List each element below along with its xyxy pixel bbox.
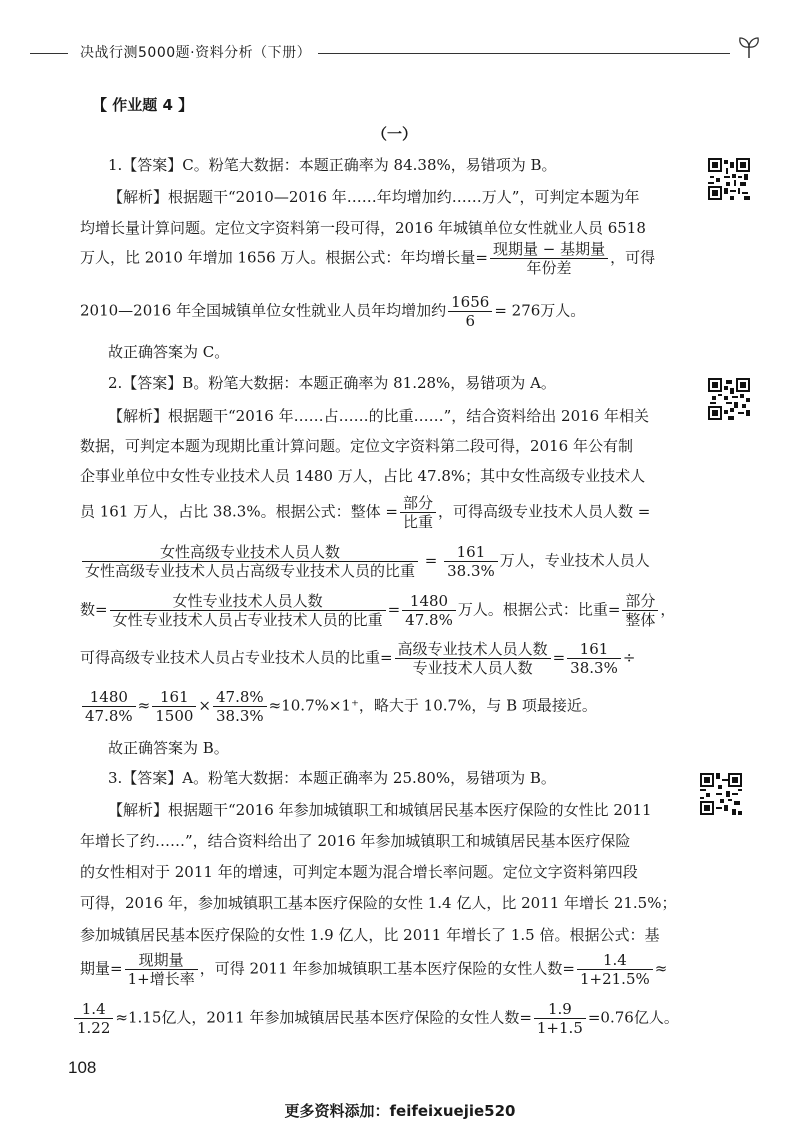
fraction <box>534 1000 586 1037</box>
fraction <box>395 640 551 677</box>
text: =0.76亿人。 <box>587 1008 679 1027</box>
numerator: 现期量 − 基期量 <box>490 240 608 259</box>
denominator: 1+增长率 <box>127 970 195 988</box>
fraction <box>152 688 196 725</box>
denominator: 38.3% <box>447 562 495 580</box>
text: ，可得 <box>610 248 656 267</box>
text: 期量= <box>80 959 123 978</box>
q2-formula-line: $\frac{\text{女性高级专业技术人员人数}}{\text{女性高级专业技术人员占高级专业技术人员的比重}}$ = $\frac{161}{38.3\%}$ 万人，专业技术人员人 <box>80 543 650 580</box>
sprout-icon <box>736 34 762 60</box>
numerator: 部分 <box>400 494 436 513</box>
q2-conclusion: 故正确答案为 B。 <box>108 739 229 757</box>
q2-analysis-line: 企事业单位中女性专业技术人员 1480 万人，占比 47.8%；其中女性高级专业技术人 <box>80 467 646 485</box>
qr-code-icon[interactable] <box>708 378 750 420</box>
denominator: 专业技术人员人数 <box>412 659 533 677</box>
denominator: 1+21.5% <box>579 970 650 988</box>
q3-analysis-line: 【解析】根据题干“2016 年参加城镇职工和城镇居民基本医疗保险的女性比 2011 <box>108 801 652 819</box>
q3-analysis-line: 年增长了约……”，结合资料给出了 2016 年参加城镇职工和城镇居民基本医疗保险 <box>80 832 631 850</box>
text: 可得高级专业技术人员占专业技术人员的比重= <box>80 648 393 667</box>
numerator: 1480 <box>402 592 456 611</box>
fraction <box>82 543 418 580</box>
numerator: 现期量 <box>125 951 198 970</box>
running-header <box>0 40 800 70</box>
q3-analysis-line: 参加城镇居民基本医疗保险的女性 1.9 亿人，比 2011 年增长了 1.5 倍。根据公式：基 <box>80 926 660 944</box>
header-rule-right <box>318 53 730 54</box>
denominator: 年份差 <box>526 259 572 277</box>
q1-analysis-line: 均增长量计算问题。定位文字资料第一段可得，2016 年城镇单位女性就业人员 6518 <box>80 219 646 237</box>
fraction <box>402 592 456 629</box>
page-number: 108 <box>68 1058 97 1077</box>
q2-analysis-line: 【解析】根据题干“2016 年……占……的比重……”，结合资料给出 2016 年相关 <box>108 407 649 425</box>
text: 员 161 万人，占比 38.3%。根据公式：整体 = <box>80 502 398 521</box>
text: 数= <box>80 600 108 619</box>
text: ≈1.15亿人，2011 年参加城镇居民基本医疗保险的女性人数= <box>115 1008 532 1027</box>
numerator: 1.4 <box>577 951 653 970</box>
denominator: 1.22 <box>77 1019 111 1037</box>
denominator: 38.3% <box>216 707 264 725</box>
q2-answer: 2.【答案】B。粉笔大数据：本题正确率为 81.28%，易错项为 A。 <box>108 374 556 392</box>
fraction <box>74 1000 113 1037</box>
numerator: 1.9 <box>534 1000 586 1019</box>
q2-formula-line: 数= $\frac{\text{女性专业技术人员人数}}{\text{女性专业技术人员占专业技术人员的比重}}$ = $\frac{1480}{47.8\%}$ 万人。根据公式：比重= $\frac{\text{部分}}{\text{整体}}$ ， <box>80 592 676 629</box>
fraction <box>448 293 492 330</box>
numerator: 女性高级专业技术人员人数 <box>82 543 418 562</box>
numerator: 161 <box>567 640 621 659</box>
numerator: 161 <box>152 688 196 707</box>
denominator: 1+1.5 <box>536 1019 583 1037</box>
fraction <box>400 494 436 531</box>
section-label: 【 作业题 4 】 <box>92 96 194 114</box>
q3-answer: 3.【答案】A。粉笔大数据：本题正确率为 25.80%，易错项为 B。 <box>108 769 556 787</box>
fraction <box>490 240 608 277</box>
text: 万人。根据公式：比重= <box>457 600 621 619</box>
q2-formula-line <box>80 494 650 531</box>
q1-analysis-line: 【解析】根据题干“2010—2016 年……年均增加约……万人”，可判定本题为年 <box>108 188 640 206</box>
numerator: 47.8% <box>213 688 267 707</box>
footer-note: 更多资料添加：feifeixuejie520 <box>284 1102 516 1120</box>
fraction <box>82 688 136 725</box>
denominator: 38.3% <box>570 659 618 677</box>
denominator: 6 <box>465 312 475 330</box>
fraction <box>110 592 386 629</box>
numerator: 高级专业技术人员人数 <box>395 640 551 659</box>
text: ，可得高级专业技术人员人数 = <box>437 502 651 521</box>
q1-result-line <box>80 293 585 330</box>
fraction <box>567 640 621 677</box>
qr-code-icon[interactable] <box>700 773 742 815</box>
denominator: 47.8% <box>85 707 133 725</box>
section-number: （一） <box>372 125 418 143</box>
q3-formula-line <box>72 1000 679 1037</box>
q2-analysis-line: 数据，可判定本题为现期比重计算问题。定位文字资料第二段可得，2016 年公有制 <box>80 437 633 455</box>
qr-code-icon[interactable] <box>708 158 750 200</box>
q2-formula-line: $\frac{1480}{47.8\%}$ ≈ $\frac{161}{1500}$ × $\frac{47.8\%}{38.3\%}$ ≈10.7%×1⁺，略大于 10.7%，与 B 项最接近。 <box>80 688 597 725</box>
numerator: 部分 <box>622 592 658 611</box>
numerator: 161 <box>444 543 498 562</box>
denominator: 比重 <box>402 513 433 531</box>
denominator: 47.8% <box>405 611 453 629</box>
text: 2010—2016 年全国城镇单位女性就业人员年均增加约 <box>80 301 447 320</box>
fraction <box>577 951 653 988</box>
q3-analysis-line: 的女性相对于 2011 年的增速，可判定本题为混合增长率问题。定位文字资料第四段 <box>80 863 638 881</box>
text: = 276万人。 <box>494 301 586 320</box>
fraction <box>622 592 658 629</box>
fraction <box>125 951 198 988</box>
q1-formula-line <box>80 240 655 277</box>
q1-answer: 1.【答案】C。粉笔大数据：本题正确率为 84.38%，易错项为 B。 <box>108 156 557 174</box>
fraction <box>213 688 267 725</box>
q2-formula-line: 可得高级专业技术人员占专业技术人员的比重= $\frac{\text{高级专业技术人员人数}}{\text{专业技术人员人数}}$ = $\frac{161}{38.3\%}$ ÷ <box>80 640 636 677</box>
numerator: 1.4 <box>74 1000 113 1019</box>
fraction <box>444 543 498 580</box>
numerator: 1656 <box>448 293 492 312</box>
q1-conclusion: 故正确答案为 C。 <box>108 343 230 361</box>
numerator: 女性专业技术人员人数 <box>110 592 386 611</box>
text: 万人，专业技术人员人 <box>499 551 650 570</box>
denominator: 整体 <box>625 611 656 629</box>
denominator: 女性专业技术人员占专业技术人员的比重 <box>112 611 383 629</box>
q3-analysis-line: 可得，2016 年，参加城镇职工基本医疗保险的女性 1.4 亿人，比 2011 年增长 21.5%； <box>80 894 677 912</box>
header-rule-left <box>30 53 68 54</box>
denominator: 1500 <box>155 707 194 725</box>
q3-formula-line: 期量= $\frac{\text{现期量}}{\text{1+增长率}}$ ，可得 2011 年参加城镇职工基本医疗保险的女性人数= $\frac{1.4}{1+21.5\%}$ ≈ <box>80 951 668 988</box>
denominator: 女性高级专业技术人员占高级专业技术人员的比重 <box>85 562 416 580</box>
text: ，可得 2011 年参加城镇职工基本医疗保险的女性人数= <box>199 959 575 978</box>
text: ≈10.7%×1⁺，略大于 10.7%，与 B 项最接近。 <box>268 696 597 715</box>
book-title: 决战行测5000题·资料分析（下册） <box>80 45 312 61</box>
text: 万人，比 2010 年增加 1656 万人。根据公式：年均增长量= <box>80 248 488 267</box>
numerator: 1480 <box>82 688 136 707</box>
